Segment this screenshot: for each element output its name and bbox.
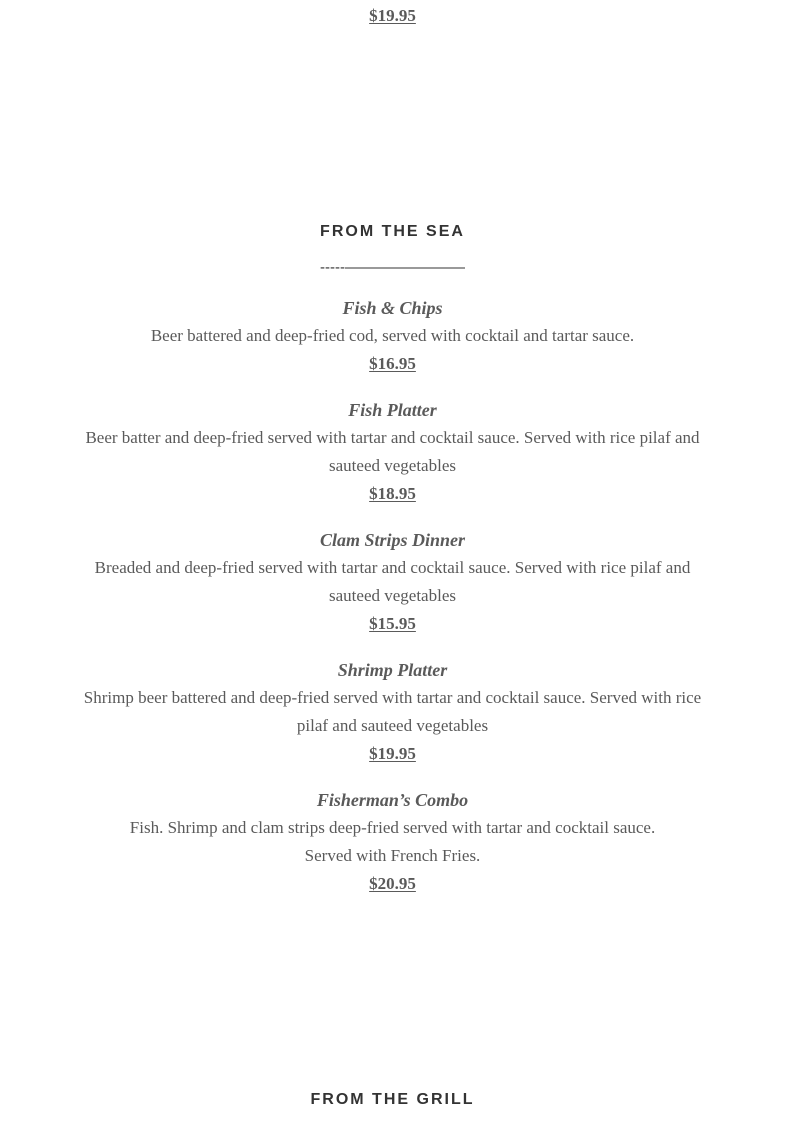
menu-item-name: Fish & Chips xyxy=(342,298,443,318)
menu-item-price[interactable]: $19.95 xyxy=(369,744,416,763)
menu-item-clam-strips-dinner xyxy=(0,526,785,638)
menu-item-price[interactable]: $15.95 xyxy=(369,614,416,633)
menu-item-name: Fisherman’s Combo xyxy=(316,790,469,810)
menu-item-description: Fish. Shrimp and clam strips deep-fried served with tartar and cocktail sauce. Served with French Fries. xyxy=(129,818,656,865)
menu-item-description: Beer batter and deep-fried served with tartar and cocktail sauce. Served with rice pilaf and sauteed vegetables xyxy=(85,428,700,475)
menu-item-name: Fish Platter xyxy=(348,400,437,420)
section-title-from-the-grill: FROM THE GRILL xyxy=(310,1091,475,1108)
previous-item-price[interactable]: $19.95 xyxy=(369,6,416,25)
section-divider: -----———————— xyxy=(320,259,465,276)
section-title-from-the-sea: FROM THE SEA xyxy=(320,223,465,240)
previous-item-price-row xyxy=(0,2,785,30)
sea-menu-list xyxy=(0,294,785,916)
menu-item-price[interactable]: $20.95 xyxy=(369,874,416,893)
menu-item-price[interactable]: $18.95 xyxy=(369,484,416,503)
menu-item-name: Shrimp Platter xyxy=(337,660,448,680)
menu-item-description: Breaded and deep-fried served with tartar and cocktail sauce. Served with rice pilaf and sauteed vegetables xyxy=(94,558,691,605)
menu-item-fish-platter xyxy=(0,396,785,508)
menu-item-price[interactable]: $16.95 xyxy=(369,354,416,373)
menu-item-fish-and-chips xyxy=(0,294,785,378)
menu-item-description: Shrimp beer battered and deep-fried served with tartar and cocktail sauce. Served with rice pilaf and sauteed vegetables xyxy=(83,688,702,735)
menu-item-fishermans-combo xyxy=(0,786,785,898)
menu-item-shrimp-platter xyxy=(0,656,785,768)
menu-item-description: Beer battered and deep-fried cod, served with cocktail and tartar sauce. xyxy=(150,326,635,345)
menu-item-name: Clam Strips Dinner xyxy=(319,530,466,550)
